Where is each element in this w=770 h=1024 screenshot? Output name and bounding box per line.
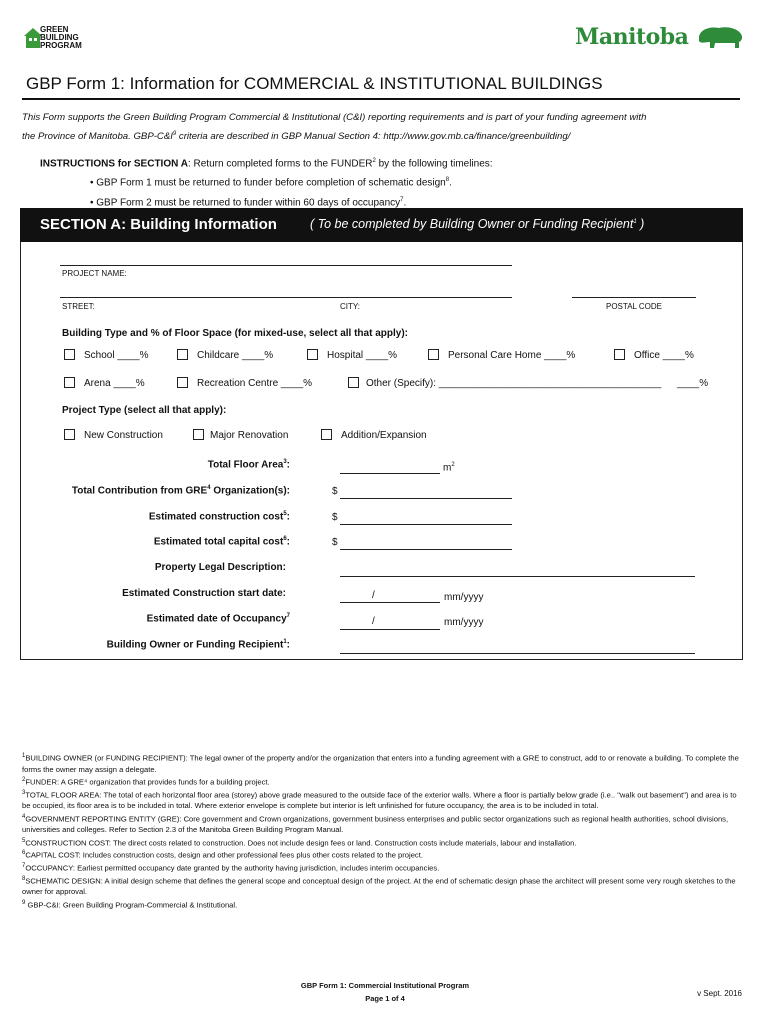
date-separator: / — [372, 616, 375, 627]
dollar-sign: $ — [332, 486, 338, 497]
addition-expansion-checkbox[interactable] — [321, 429, 332, 440]
legal-description-field[interactable] — [340, 576, 695, 577]
total-contribution-label — [30, 485, 290, 496]
postal-code-field[interactable] — [572, 297, 696, 298]
capital-cost-label — [80, 536, 290, 547]
recreation-centre-checkbox[interactable] — [177, 377, 188, 388]
footnote-6 — [22, 848, 744, 861]
instructions-footnote-ref: 2 — [372, 158, 376, 164]
bullet-2-footnote-ref: 7 — [400, 196, 404, 203]
instructions — [40, 153, 493, 211]
colon: : — [286, 536, 290, 548]
manitoba-logo-text: Manitoba — [575, 24, 689, 50]
other-percent-label[interactable]: ____% — [677, 378, 709, 389]
version-label: v Sept. 2016 — [697, 989, 742, 998]
dollar-sign: $ — [332, 512, 338, 523]
personal-care-home-label: Personal Care Home ____% — [448, 350, 576, 361]
footnote-5 — [22, 836, 744, 849]
footnote-number: 9 — [22, 899, 26, 906]
intro-line-2-post: criteria are described in GBP Manual Section 4: http://www.gov.mb.ca/finance/greenbuilding/ — [176, 131, 571, 143]
total-floor-area-text: Total Floor Area — [207, 459, 284, 471]
date-format: mm/yyyy — [444, 592, 484, 603]
owner-label — [40, 639, 290, 650]
gbp-logo-text — [40, 26, 82, 50]
footnote-ref: 3 — [283, 459, 287, 465]
intro-line-2-pre: the Province of Manitoba. GBP-C&I — [22, 131, 173, 143]
date-separator: / — [372, 590, 375, 601]
footnote-3 — [22, 788, 744, 812]
section-a-header — [20, 208, 743, 242]
bullet-1-text: GBP Form 1 must be returned to funder before completion of schematic design — [96, 177, 446, 189]
section-a-footnote-ref: 1 — [633, 218, 637, 225]
project-name-field[interactable] — [60, 265, 512, 266]
construction-cost-label — [80, 511, 290, 522]
instructions-bullet-1: • GBP Form 1 must be returned to funder before completion of schematic design$^8$. — [90, 177, 452, 189]
footnote-8 — [22, 874, 744, 898]
gbp-logo-line: BUILDING — [40, 33, 79, 42]
new-construction-checkbox[interactable] — [64, 429, 75, 440]
childcare-checkbox[interactable] — [177, 349, 188, 360]
section-a-title: SECTION A: Building Information — [40, 216, 277, 233]
office-label: Office ____% — [634, 350, 694, 361]
instructions-bullet-2: • GBP Form 2 must be returned to funder within 60 days of occupancy$^7$. — [90, 196, 407, 208]
childcare-label: Childcare ____% — [197, 350, 274, 361]
bison-icon — [695, 24, 745, 50]
owner-field[interactable] — [340, 653, 695, 654]
arena-label: Arena ____% — [84, 378, 145, 389]
footnote-text: OCCUPANCY: Earliest permitted occupancy date granted by the authority having jurisdiction, includes interim occupancies. — [25, 863, 440, 873]
total-contribution-text-end: Organization(s): — [210, 485, 290, 497]
gbp-logo-line: GREEN — [40, 25, 69, 34]
project-type-heading: Project Type (select all that apply): — [62, 405, 227, 416]
footnote-1 — [22, 751, 744, 775]
section-a-subtitle — [310, 217, 644, 231]
footnote-4 — [22, 812, 744, 836]
recreation-centre-label: Recreation Centre ____% — [197, 378, 313, 389]
area-unit — [443, 462, 455, 473]
footnote-9 — [22, 898, 744, 911]
footer-title: GBP Form 1: Commercial Institutional Program — [300, 981, 470, 990]
total-contribution-text: Total Contribution from GRE — [71, 485, 208, 497]
total-contribution-field[interactable] — [340, 498, 512, 499]
footnote-text: TOTAL FLOOR AREA: The total of each horizontal floor area (storey) above grade measured to the outside face of the exterior walls. Where a floor is partially below grade (i.e.. "walk out basement") and area is to be occupied, its floor area is to be included in total. Where exterior envelope is complete but interior is left unfinished for future occupancy, the area is to be included in total. — [22, 790, 737, 811]
legal-description-label: Property Legal Description: — [154, 562, 286, 573]
footnote-ref: 7 — [286, 613, 290, 619]
hospital-checkbox[interactable] — [307, 349, 318, 360]
project-name-label: PROJECT NAME: — [62, 269, 127, 278]
intro-text — [22, 110, 747, 145]
hospital-label: Hospital ____% — [327, 350, 398, 361]
footnote-number: 6 — [22, 850, 26, 857]
colon: : — [286, 459, 290, 471]
major-renovation-label: Major Renovation — [210, 430, 289, 441]
bullet-1-footnote-ref: 8 — [445, 177, 450, 184]
personal-care-home-checkbox[interactable] — [428, 349, 439, 360]
colon: : — [286, 639, 290, 651]
footnote-7 — [22, 861, 744, 874]
office-checkbox[interactable] — [614, 349, 625, 360]
footnote-number: 7 — [22, 863, 26, 870]
footnote-text: GOVERNMENT REPORTING ENTITY (GRE): Core government and Crown organizations, government business enterprises and public sector organizations such as regional health authorities, school divisions, universities and colleges. Refer to Section 2.3 of the Manitoba Green Building Program Manual. — [22, 814, 729, 835]
construction-cost-field[interactable] — [340, 524, 512, 525]
footnote-text: SCHEMATIC DESIGN: A initial design scheme that defines the general scope and conceptual design of the project. At the end of schematic design phase the architect will present some very rough sketches to the owner for approval. — [22, 876, 736, 897]
school-label: School ____% — [84, 350, 149, 361]
footnote-number: 8 — [22, 875, 26, 882]
start-date-field[interactable] — [340, 602, 440, 603]
street-label: STREET: — [62, 302, 95, 311]
arena-checkbox[interactable] — [64, 377, 75, 388]
postal-code-label: POSTAL CODE — [606, 302, 663, 311]
other-checkbox[interactable] — [348, 377, 359, 388]
occupancy-date-field[interactable] — [340, 629, 440, 630]
footnote-text: CAPITAL COST: Includes construction costs, design and other professional fees plus other costs related to the project. — [25, 850, 423, 860]
footnote-number: 1 — [22, 753, 26, 759]
occupancy-date-text: Estimated date of Occupancy — [146, 613, 287, 625]
footnote-number: 4 — [22, 813, 26, 820]
date-format: mm/yyyy — [444, 617, 484, 628]
colon: : — [286, 511, 290, 523]
page-number: Page 1 of 4 — [365, 994, 405, 1003]
area-unit-sup: 2 — [451, 462, 455, 468]
footnote-text: CONSTRUCTION COST: The direct costs related to construction. Does not include design fees or land. Construction costs include materials, labour and installation. — [25, 838, 577, 848]
instructions-text: : Return completed forms to the FUNDER — [187, 158, 373, 170]
footnote-number: 3 — [22, 789, 26, 796]
new-construction-label: New Construction — [84, 430, 163, 441]
section-a-subtitle-text: ( To be completed by Building Owner or Funding Recipient — [310, 217, 634, 231]
footnote-ref: 1 — [283, 639, 287, 645]
city-label: CITY: — [340, 302, 361, 311]
footnote-ref: 5 — [283, 511, 287, 517]
footnote-number: 5 — [22, 837, 26, 844]
footnotes — [22, 751, 744, 910]
building-type-heading: Building Type and % of Floor Space (for mixed-use, select all that apply): — [62, 328, 408, 339]
footnote-2 — [22, 775, 744, 788]
footnote-ref: 4 — [207, 485, 211, 491]
addition-expansion-label: Addition/Expansion — [341, 430, 427, 441]
other-specify-label[interactable]: Other (Specify): ________________________________________ — [366, 378, 662, 389]
construction-cost-text: Estimated construction cost — [148, 511, 284, 523]
instructions-text-end: by the following timelines: — [375, 158, 493, 170]
manitoba-logo — [575, 24, 745, 50]
occupancy-date-label — [60, 613, 290, 624]
bullet-2-text: GBP Form 2 must be returned to funder within 60 days of occupancy — [96, 196, 401, 208]
school-checkbox[interactable] — [64, 349, 75, 360]
footnote-ref: 6 — [283, 536, 287, 542]
intro-footnote-ref: 9 — [172, 131, 177, 137]
total-floor-area-label — [100, 459, 290, 470]
capital-cost-field[interactable] — [340, 549, 512, 550]
owner-text: Building Owner or Funding Recipient — [106, 639, 284, 651]
footnote-text: GBP-C&I: Green Building Program-Commercial & Institutional. — [25, 900, 238, 910]
instructions-line — [40, 153, 493, 172]
title-rule — [22, 98, 740, 100]
footnote-number: 2 — [22, 776, 26, 783]
gbp-logo-line: PROGRAM — [40, 41, 82, 50]
page-footer — [0, 979, 770, 1005]
capital-cost-text: Estimated total capital cost — [153, 536, 284, 548]
footnote-text: FUNDER: A GRE⁴ organization that provides funds for a building project. — [25, 777, 270, 787]
start-date-label: Estimated Construction start date: — [122, 588, 286, 599]
street-city-field[interactable] — [60, 297, 512, 298]
intro-line-2 — [22, 126, 747, 145]
page-title: GBP Form 1: Information for COMMERCIAL & INSTITUTIONAL BUILDINGS — [26, 74, 603, 93]
dollar-sign: $ — [332, 537, 338, 548]
instructions-label: INSTRUCTIONS for SECTION A — [40, 158, 188, 170]
total-floor-area-field[interactable] — [340, 473, 440, 474]
section-a-subtitle-end: ) — [636, 217, 645, 231]
footnote-text: BUILDING OWNER (or FUNDING RECIPIENT): The legal owner of the property and/or the organization that enters into a funding agreement with a GRE to construct, add to or renovate a building. To complete the forms the owner may assign a delegate. — [22, 753, 739, 774]
area-unit-text: m — [443, 462, 452, 474]
intro-line-1: This Form supports the Green Building Program Commercial & Institutional (C&I) reporting requirements and is part of your funding agreement with — [22, 112, 647, 123]
major-renovation-checkbox[interactable] — [193, 429, 204, 440]
